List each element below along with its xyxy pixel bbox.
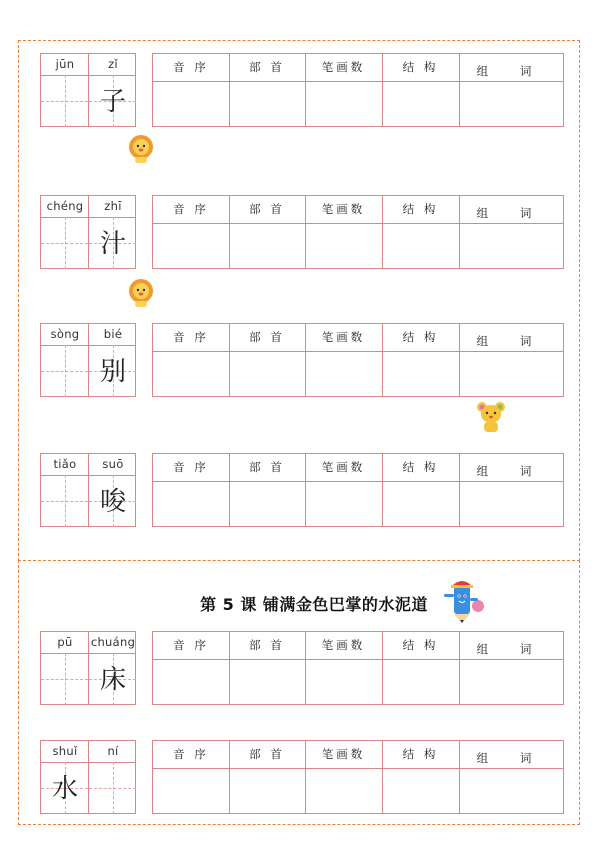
pinyin-left: shuǐ — [52, 744, 78, 758]
character: 唆 — [99, 487, 126, 517]
pinyin-left: jūn — [55, 57, 75, 71]
answer-cell[interactable] — [382, 352, 459, 396]
answer-cell[interactable] — [382, 224, 459, 268]
writing-cell[interactable] — [41, 653, 88, 705]
table-header-1: 部 首 — [249, 330, 285, 344]
answer-cell[interactable] — [382, 482, 459, 526]
table-header-3: 结 构 — [402, 460, 439, 474]
table-header-0: 音 序 — [173, 460, 209, 474]
table-header-2: 笔画数 — [321, 460, 366, 474]
answer-cell[interactable] — [229, 660, 305, 704]
table-header-1: 部 首 — [249, 460, 285, 474]
table-header-4: 组 词 — [476, 642, 546, 656]
table-header-2: 笔画数 — [321, 638, 366, 652]
answer-cell[interactable] — [305, 82, 382, 126]
table-header-3: 结 构 — [402, 747, 439, 761]
table-header-4: 组 词 — [476, 64, 546, 78]
character-info-table — [152, 740, 564, 814]
answer-cell[interactable] — [153, 660, 229, 704]
answer-cell[interactable] — [459, 769, 563, 813]
lesson-title: 第 5 课 铺满金色巴掌的水泥道 — [200, 595, 428, 614]
table-header-4: 组 词 — [476, 464, 546, 478]
table-header-2: 笔画数 — [321, 202, 366, 216]
table-header-1: 部 首 — [249, 202, 285, 216]
character: 子 — [99, 87, 126, 117]
answer-cell[interactable] — [459, 660, 563, 704]
writing-cell[interactable] — [41, 75, 88, 127]
writing-grid — [40, 453, 136, 527]
writing-grid — [40, 53, 136, 127]
writing-cell[interactable] — [89, 762, 136, 814]
answer-cell[interactable] — [459, 482, 563, 526]
table-header-4: 组 词 — [476, 206, 546, 220]
answer-cell[interactable] — [305, 352, 382, 396]
answer-cell[interactable] — [305, 482, 382, 526]
answer-cell[interactable] — [153, 224, 229, 268]
lion-icon — [127, 134, 155, 164]
answer-cell[interactable] — [153, 352, 229, 396]
table-header-0: 音 序 — [173, 330, 209, 344]
pencil-mascot-icon — [442, 576, 486, 624]
pinyin-left: tiǎo — [53, 457, 77, 471]
character: 水 — [51, 774, 78, 804]
lion-icon — [127, 278, 155, 308]
table-header-2: 笔画数 — [321, 60, 366, 74]
pinyin-right: suō — [102, 457, 124, 471]
pinyin-right: bié — [103, 327, 123, 341]
answer-cell[interactable] — [305, 769, 382, 813]
answer-cell[interactable] — [459, 224, 563, 268]
table-header-0: 音 序 — [173, 747, 209, 761]
pinyin-right: zǐ — [108, 57, 118, 71]
answer-cell[interactable] — [305, 660, 382, 704]
pinyin-left: sòng — [50, 327, 80, 341]
table-header-2: 笔画数 — [321, 330, 366, 344]
answer-cell[interactable] — [305, 224, 382, 268]
answer-cell[interactable] — [229, 769, 305, 813]
table-header-4: 组 词 — [476, 334, 546, 348]
table-header-1: 部 首 — [249, 747, 285, 761]
character: 别 — [99, 357, 126, 387]
answer-cell[interactable] — [229, 82, 305, 126]
answer-cell[interactable] — [153, 482, 229, 526]
answer-cell[interactable] — [459, 352, 563, 396]
table-header-3: 结 构 — [402, 202, 439, 216]
character-info-table — [152, 453, 564, 527]
table-header-0: 音 序 — [173, 60, 209, 74]
bear-icon — [476, 400, 506, 434]
answer-cell[interactable] — [229, 224, 305, 268]
character-info-table — [152, 323, 564, 397]
table-header-3: 结 构 — [402, 638, 439, 652]
table-header-1: 部 首 — [249, 638, 285, 652]
character-info-table — [152, 53, 564, 127]
writing-cell[interactable] — [41, 345, 88, 397]
writing-cell[interactable] — [41, 217, 88, 269]
table-header-4: 组 词 — [476, 751, 546, 765]
character: 床 — [99, 665, 126, 695]
answer-cell[interactable] — [382, 769, 459, 813]
answer-cell[interactable] — [459, 82, 563, 126]
table-header-3: 结 构 — [402, 60, 439, 74]
table-header-0: 音 序 — [173, 638, 209, 652]
writing-grid — [40, 195, 136, 269]
character: 汁 — [99, 229, 126, 259]
pinyin-right: ní — [107, 744, 119, 758]
character-info-table — [152, 195, 564, 269]
table-header-2: 笔画数 — [321, 747, 366, 761]
writing-grid — [40, 740, 136, 814]
pinyin-left: pū — [57, 635, 73, 649]
answer-cell[interactable] — [229, 352, 305, 396]
answer-cell[interactable] — [153, 769, 229, 813]
writing-grid — [40, 631, 136, 705]
character-info-table — [152, 631, 564, 705]
answer-cell[interactable] — [229, 482, 305, 526]
writing-cell[interactable] — [41, 475, 88, 527]
table-header-1: 部 首 — [249, 60, 285, 74]
table-header-3: 结 构 — [402, 330, 439, 344]
pinyin-left: chéng — [46, 199, 84, 213]
answer-cell[interactable] — [153, 82, 229, 126]
pinyin-right: chuáng — [90, 635, 136, 649]
answer-cell[interactable] — [382, 82, 459, 126]
writing-grid — [40, 323, 136, 397]
answer-cell[interactable] — [382, 660, 459, 704]
pinyin-right: zhī — [104, 199, 122, 213]
table-header-0: 音 序 — [173, 202, 209, 216]
